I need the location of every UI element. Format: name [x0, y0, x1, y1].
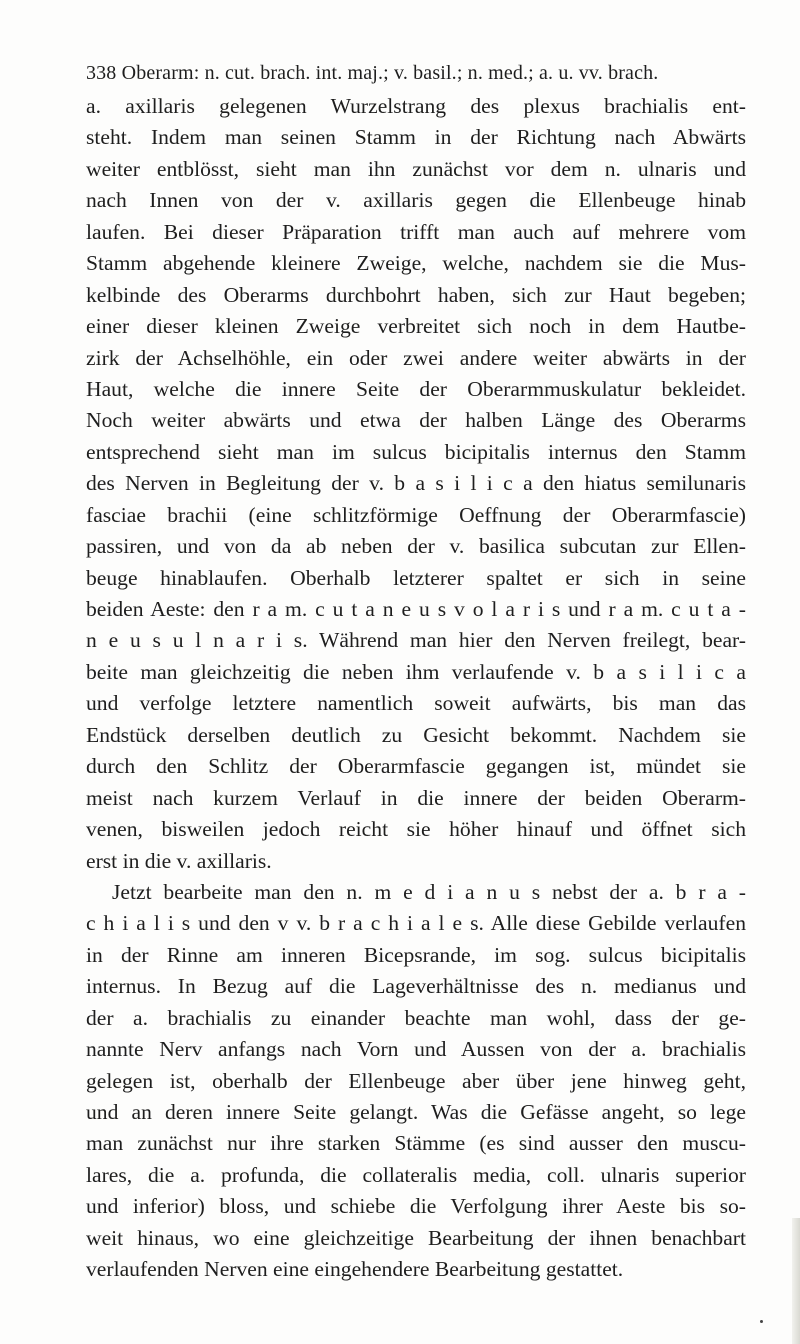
- paragraph-start-line: Jetzt bearbeite man den n. m e d i a n u s nebst der a. b r a -: [112, 879, 746, 904]
- text-line: passiren, und von da ab neben der v. basilica subcutan zur Ellen-: [86, 534, 746, 559]
- ink-speck: [760, 1320, 763, 1323]
- text-line: in der Rinne am inneren Bicepsrande, im sog. sulcus bicipitalis: [86, 942, 746, 967]
- body-text: [86, 91, 746, 1286]
- text-line: einer dieser kleinen Zweige verbreitet sich noch in dem Hautbe-: [86, 314, 746, 339]
- text-line: lares, die a. profunda, die collateralis media, coll. ulnaris superior: [86, 1162, 746, 1187]
- text-line: meist nach kurzem Verlauf in die innere der beiden Oberarm-: [86, 785, 746, 810]
- text-line: nannte Nerv anfangs nach Vorn und Aussen von der a. brachialis: [86, 1037, 746, 1062]
- text-line: laufen. Bei dieser Präparation trifft man auch auf mehrere vom: [86, 219, 746, 244]
- text-line: weiter entblösst, sieht man ihn zunächst vor dem n. ulnaris und: [86, 156, 746, 181]
- text-line: und an deren innere Seite gelangt. Was die Gefässe angeht, so lege: [86, 1100, 746, 1124]
- text-line: weit hinaus, wo eine gleichzeitige Bearbeitung der ihnen benachbart: [86, 1225, 746, 1250]
- text-line: kelbinde des Oberarms durchbohrt haben, sich zur Haut begeben;: [86, 282, 746, 307]
- text-line: Haut, welche die innere Seite der Oberarmmuskulatur bekleidet.: [86, 376, 746, 401]
- text-line: und inferior) bloss, und schiebe die Verfolgung ihrer Aeste bis so-: [86, 1194, 746, 1219]
- text-line: internus. In Bezug auf die Lageverhältnisse des n. medianus und: [86, 974, 746, 999]
- page-edge-shadow: [792, 1218, 800, 1344]
- text-line: venen, bisweilen jedoch reicht sie höher hinauf und öffnet sich: [86, 817, 746, 842]
- text-line: Stamm abgehende kleinere Zweige, welche, nachdem sie die Mus-: [86, 251, 746, 276]
- paragraph-end-line: erst in die v. axillaris.: [86, 848, 272, 873]
- text-line: nach Innen von der v. axillaris gegen die Ellenbeuge hinab: [86, 188, 746, 213]
- text-line: n e u s u l n a r i s. Während man hier den Nerven freilegt, bear-: [86, 628, 746, 653]
- paragraph-end-line: verlaufenden Nerven eine eingehendere Bearbeitung gestattet.: [86, 1257, 624, 1282]
- text-line: gelegen ist, oberhalb der Ellenbeuge aber über jene hinweg geht,: [86, 1068, 746, 1093]
- text-line: des Nerven in Begleitung der v. b a s i l i c a den hiatus semilunaris: [86, 471, 746, 496]
- text-line: steht. Indem man seinen Stamm in der Richtung nach Abwärts: [86, 125, 746, 150]
- text-line: beuge hinablaufen. Oberhalb letzterer spaltet er sich in seine: [86, 565, 746, 590]
- text-line: a. axillaris gelegenen Wurzelstrang des plexus brachialis ent-: [86, 94, 746, 118]
- text-line: man zunächst nur ihre starken Stämme (es sind ausser den muscu-: [86, 1131, 746, 1156]
- text-line: c h i a l i s und den v v. b r a c h i a l e s. Alle diese Gebilde verlaufen: [86, 911, 746, 936]
- text-line: beiden Aeste: den r a m. c u t a n e u s v o l a r i s und r a m. c u t a -: [86, 597, 746, 621]
- text-line: durch den Schlitz der Oberarmfascie gegangen ist, mündet sie: [86, 754, 746, 779]
- text-line: und verfolge letztere namentlich soweit aufwärts, bis man das: [86, 691, 746, 716]
- text-line: entsprechend sieht man im sulcus bicipitalis internus den Stamm: [86, 439, 746, 464]
- text-line: Endstück derselben deutlich zu Gesicht bekommt. Nachdem sie: [86, 722, 746, 747]
- text-line: beite man gleichzeitig die neben ihm verlaufende v. b a s i l i c a: [86, 659, 746, 684]
- text-line: zirk der Achselhöhle, ein oder zwei andere weiter abwärts in der: [86, 345, 746, 370]
- text-line: fasciae brachii (eine schlitzförmige Oeffnung der Oberarmfascie): [86, 502, 746, 527]
- text-line: der a. brachialis zu einander beachte man wohl, dass der ge-: [86, 1005, 746, 1030]
- text-line: Noch weiter abwärts und etwa der halben Länge des Oberarms: [86, 408, 746, 433]
- running-head: 338 Oberarm: n. cut. brach. int. maj.; v. basil.; n. med.; a. u. vv. brach.: [86, 62, 659, 84]
